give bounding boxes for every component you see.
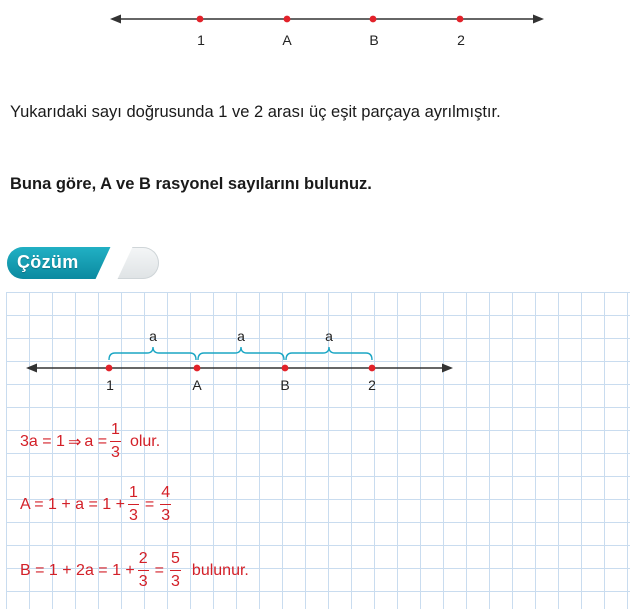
eq1-fraction (110, 422, 121, 461)
eq1-tail: olur. (129, 432, 161, 450)
eq2-lhs: A = 1 + a = 1 + (20, 495, 125, 513)
sol-label-b: B (280, 377, 290, 393)
point-a (284, 16, 291, 23)
solution-number-line (0, 330, 630, 380)
point-2 (457, 16, 464, 23)
eq3-equals: = (154, 561, 165, 579)
eq2-frac2-num: 4 (160, 485, 171, 505)
eq3-frac1-den: 3 (138, 573, 148, 590)
implies-icon: ⇒ (67, 433, 82, 451)
top-label-2: 2 (457, 32, 465, 48)
eq3-fraction-1 (138, 551, 149, 590)
top-label-a: A (282, 32, 292, 48)
sol-point-a (194, 365, 201, 372)
sol-point-2 (369, 365, 376, 372)
brace-2 (198, 347, 284, 360)
eq2-fraction-1 (128, 485, 139, 524)
eq3-frac2-num: 5 (170, 551, 181, 571)
top-label-b: B (369, 32, 379, 48)
equation-1 (20, 422, 160, 461)
eq3-lhs: B = 1 + 2a = 1 + (20, 561, 135, 579)
eq1-frac-num: 1 (110, 422, 121, 442)
top-label-1: 1 (197, 32, 205, 48)
eq2-fraction-2 (160, 485, 171, 524)
sol-label-1: 1 (106, 377, 114, 393)
point-1 (197, 16, 204, 23)
eq3-fraction-2 (170, 551, 181, 590)
equation-3 (20, 551, 249, 590)
eq1-lhs: 3a = 1 (20, 432, 65, 450)
solution-badge-label: Çözüm (17, 252, 79, 272)
eq1-frac-den: 3 (111, 444, 120, 461)
eq3-frac2-den: 3 (171, 573, 180, 590)
eq3-tail: bulunur. (191, 561, 249, 579)
eq1-mid: a = (84, 432, 108, 450)
eq2-frac2-den: 3 (161, 507, 171, 524)
eq2-frac1-num: 1 (128, 485, 139, 505)
equation-2 (20, 485, 174, 524)
question-prompt: Buna göre, A ve B rasyonel sayılarını bulunuz. (10, 175, 372, 193)
point-b (370, 16, 377, 23)
eq3-frac1-num: 2 (138, 551, 149, 571)
sol-label-2: 2 (368, 377, 376, 393)
segment-label-2: a (237, 328, 245, 344)
segment-label-3: a (325, 328, 333, 344)
question-text: Yukarıdaki sayı doğrusunda 1 ve 2 arası üç eşit parçaya ayrılmıştır. (10, 103, 501, 121)
eq2-frac1-den: 3 (128, 507, 138, 524)
brace-1 (109, 347, 196, 360)
sol-point-1 (106, 365, 113, 372)
segment-label-1: a (149, 328, 157, 344)
sol-label-a: A (192, 377, 202, 393)
top-number-line (0, 0, 630, 60)
sol-point-b (282, 365, 289, 372)
brace-3 (286, 347, 372, 360)
eq2-equals: = (144, 495, 155, 513)
solution-badge (7, 247, 159, 279)
